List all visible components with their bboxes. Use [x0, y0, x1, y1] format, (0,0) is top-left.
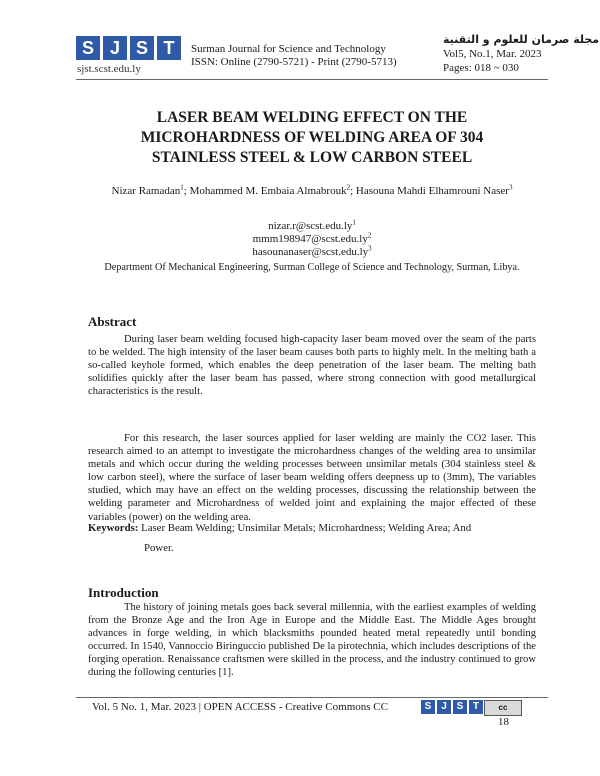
journal-name: Surman Journal for Science and Technology — [191, 43, 386, 55]
page-number: 18 — [498, 716, 509, 728]
logo-letter: J — [437, 700, 451, 714]
footer-logo — [421, 700, 483, 714]
abstract-paragraph: During laser beam welding focused high-capacity laser beam moved over the seam of the parts to be welded. The high intensity of the laser beam causes both parts to highly melt. In the melting bath a so-called keyhole formed, which enables the deep penetration of the laser beam. The melting bath solidifies quickly after the laser beam has passed, where strong connection with good metallurgical characteristics is the result. — [88, 334, 536, 398]
author-affil: 3 — [508, 183, 513, 192]
author-emails — [76, 220, 548, 259]
author-affil: 2 — [346, 183, 351, 192]
department-affiliation: Department Of Mechanical Engineering, Surman College of Science and Technology, Surman, Libya. — [104, 262, 520, 273]
email-link[interactable]: nizar.r@scst.edu.ly — [268, 220, 353, 232]
title-line: LASER BEAM WELDING EFFECT ON THE — [156, 109, 468, 126]
paper-title — [76, 108, 548, 168]
journal-site-link[interactable]: sjst.scst.edu.ly — [77, 63, 141, 75]
logo-letter: S — [453, 700, 467, 714]
email-link[interactable]: hasounanaser@scst.edu.ly — [252, 246, 369, 258]
logo-letter: S — [130, 36, 154, 60]
author-affil: 1 — [180, 183, 184, 192]
logo-letter: T — [469, 700, 483, 714]
logo-letter: T — [157, 36, 181, 60]
journal-logo — [76, 36, 181, 60]
keywords-label: Keywords: — [88, 522, 139, 534]
author-name: Mohammed M. Embaia Almabrouk — [189, 185, 347, 197]
title-line: MICROHARDNESS OF WELDING AREA OF 304 — [140, 129, 484, 146]
logo-letter: S — [421, 700, 435, 714]
footer-divider — [76, 697, 548, 698]
introduction-paragraph: The history of joining metals goes back several millennia, with the earliest examples of welding from the Bronze Age and the Iron Age in Europe and the Middle East. The Middle Ages brought advances in forge welding, in which blacksmiths pounded heated metal repeatedly until bonding occurred. In 1540, Vannoccio Biringuccio published De la pirotechnia, which includes descriptions of the forging operation. Renaissance craftsmen were skilled in the process, and the industry continued to grow during the following centuries [1]. — [88, 602, 536, 679]
keywords — [88, 520, 540, 536]
author-list — [86, 183, 538, 199]
author-sep: ; — [183, 185, 190, 197]
author-name: Hasouna Mahdi Elhamrouni Naser — [355, 185, 509, 197]
keywords-continuation: Power. — [144, 542, 174, 554]
author-name: Nizar Ramadan — [111, 185, 181, 197]
header-divider — [76, 79, 548, 80]
logo-letter: J — [103, 36, 127, 60]
abstract-paragraph: For this research, the laser sources applied for laser welding are mainly the CO2 laser. This research aimed to an attempt to investigate the microhardness changes of the welding area to unsimilar metals and which occur during the welding processes between unsimilar metals (304 stainless steel & low carbon steel), where the surface of laser beam welding offers deepness up to (3mm), The variables studied, which may have an effect on the welding processes, discussing the relationship between the welding parameter and Microhardness of welded joint and explaining the major effected of these variables (power) on the welding area. — [88, 433, 536, 523]
title-line: STAINLESS STEEL & LOW CARBON STEEL — [151, 149, 473, 166]
journal-arabic-name: مجلة صرمان للعلوم و التقنية — [443, 33, 600, 46]
creative-commons-badge[interactable]: cc — [484, 700, 522, 716]
journal-pages: Pages: 018 ~ 030 — [443, 62, 519, 74]
author-sep: ; — [350, 185, 356, 197]
introduction-heading: Introduction — [88, 585, 159, 600]
email-affil: 2 — [367, 231, 372, 240]
email-affil: 3 — [368, 244, 372, 253]
journal-issn: ISSN: Online (2790-5721) - Print (2790-5713) — [191, 56, 397, 68]
logo-letter: S — [76, 36, 100, 60]
journal-volume: Vol5, No.1, Mar. 2023 — [443, 48, 542, 60]
email-link[interactable]: mmm198947@scst.edu.ly — [252, 233, 368, 245]
abstract-heading: Abstract — [88, 314, 137, 329]
keywords-text: Laser Beam Welding; Unsimilar Metals; Microhardness; Welding Area; And — [141, 522, 472, 534]
footer-text: Vol. 5 No. 1, Mar. 2023 | OPEN ACCESS - Creative Commons CC — [92, 701, 388, 713]
email-affil: 1 — [352, 218, 356, 227]
